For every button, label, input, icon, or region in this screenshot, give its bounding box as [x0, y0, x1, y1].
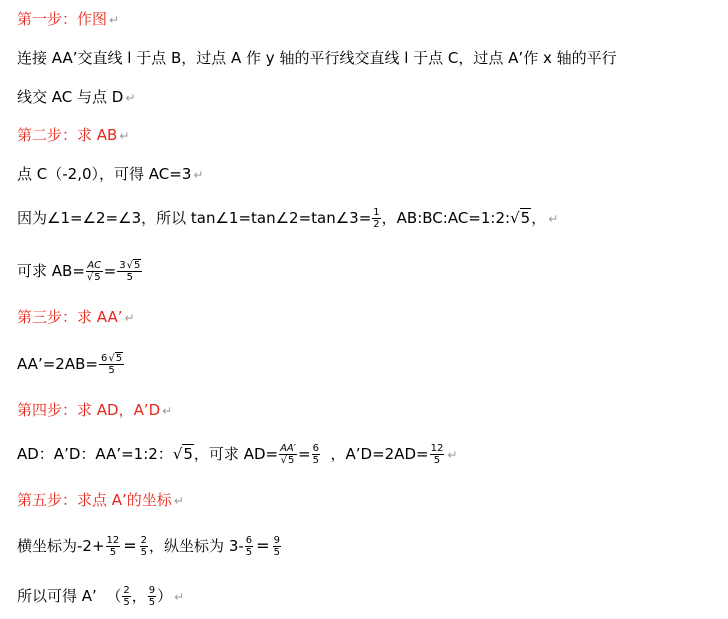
step1-text-line2: 线交 AC 与点 D ↵	[17, 88, 136, 106]
step1-heading: 第一步：作图 ↵	[17, 10, 120, 28]
step1-text-line1: 连接 AA’交直线 l 于点 B，过点 A 作 y 轴的平行线交直线 l 于点 C，过点 A’作 x 轴的平行	[17, 49, 617, 67]
step4-ratio-line: AD：A’D：AA’=1:2：√5，可求 AD= $\frac{AA'}{√5}$ = $\frac{6}{5}$ ，A’D=2AD= $\frac{12}{5}$ ↵	[17, 443, 458, 466]
step3-aa-line: AA’=2AB= $\frac{6√5}{5}$	[17, 353, 123, 376]
step2-heading: 第二步：求 AB ↵	[17, 126, 130, 144]
fraction-2-over-5: $\frac{2}{5}$	[140, 535, 148, 558]
step3-heading: 第三步：求 AA’ ↵	[17, 308, 135, 326]
step5-coords-line: 横坐标为-2+ $\frac{12}{5}$ = $\frac{2}{5}$ ，纵坐标为 3- $\frac{6}{5}$ = $\frac{9}{5}$	[17, 535, 280, 558]
fraction-6-over-5: $\frac{6}{5}$	[245, 535, 253, 558]
fraction-one-half: $\frac{1}{2}$	[373, 207, 380, 230]
fraction-ac-over-sqrt5: $\frac{AC}{√5}$	[86, 260, 102, 283]
sqrt-5: √5	[172, 445, 193, 463]
step2-point-c-line: 点 C（-2,0），可得 AC=3 ↵	[17, 165, 204, 183]
fraction-2-over-5: $\frac{2}{5}$	[123, 585, 130, 608]
step4-heading: 第四步：求 AD，A’D ↵	[17, 401, 173, 419]
step2-tan-line: 因为∠1=∠2=∠3，所以 tan∠1=tan∠2=tan∠3= $\frac{1}{2}$ ，AB:BC:AC=1:2:√5， ↵	[17, 207, 559, 230]
step2-ab-line: 可求 AB= $\frac{AC}{√5}$ = $\frac{3√5}{5}$	[17, 260, 141, 283]
fraction-3sqrt5-over-5: $\frac{3√5}{5}$	[119, 260, 141, 283]
fraction-6-over-5: $\frac{6}{5}$	[312, 443, 319, 466]
fraction-9-over-5: $\frac{9}{5}$	[273, 535, 280, 558]
step5-result-line: 所以可得 A’ （ $\frac{2}{5}$ ， $\frac{9}{5}$ ） ↵	[17, 585, 185, 608]
step5-heading: 第五步：求点 A’的坐标 ↵	[17, 491, 184, 509]
sqrt-5: √5	[510, 209, 531, 227]
fraction-aa-over-sqrt5: $\frac{AA'}{√5}$	[280, 443, 297, 466]
fraction-12-over-5: $\frac{12}{5}$	[430, 443, 444, 466]
fraction-12-over-5: $\frac{12}{5}$	[106, 535, 120, 558]
fraction-6sqrt5-over-5: $\frac{6√5}{5}$	[100, 353, 123, 376]
fraction-9-over-5: $\frac{9}{5}$	[148, 585, 156, 608]
